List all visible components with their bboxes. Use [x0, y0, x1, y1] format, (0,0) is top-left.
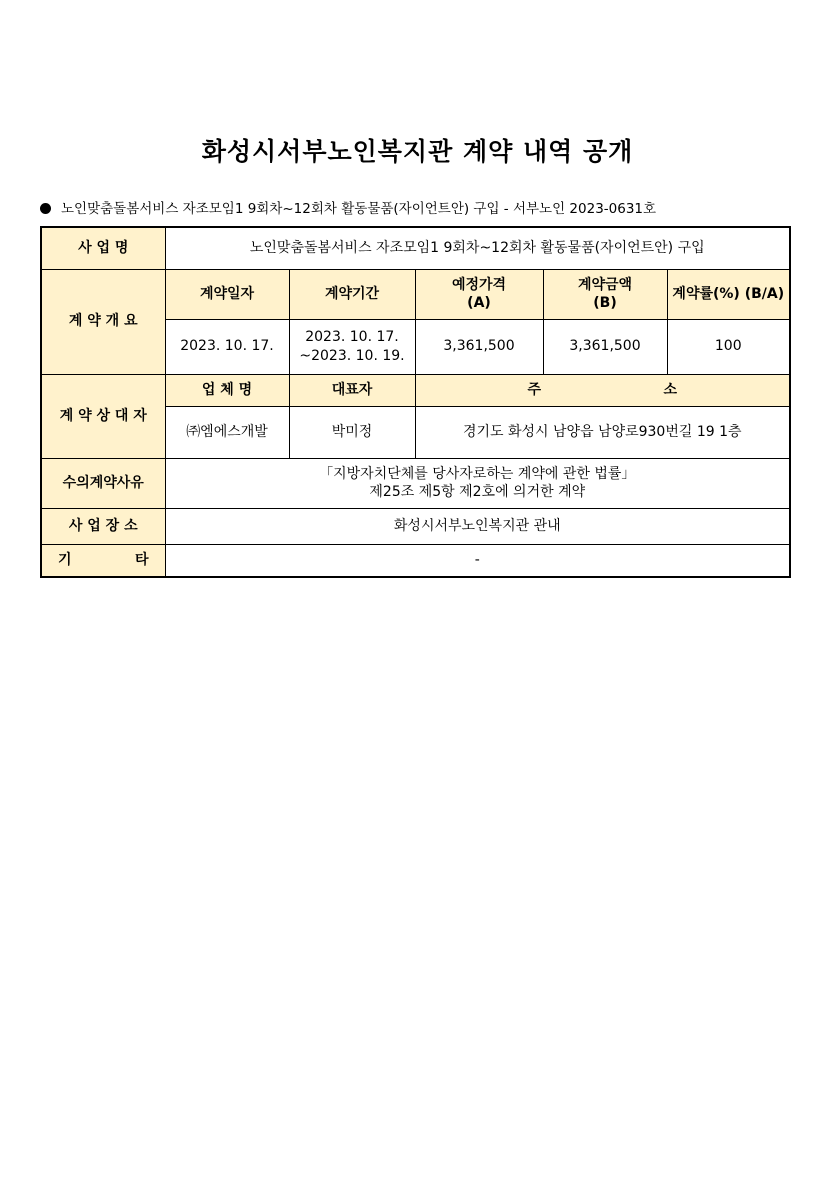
header-address-char2: 소: [663, 381, 678, 398]
label-etc: [41, 544, 165, 577]
header-address: [415, 374, 790, 406]
reason-value: [165, 458, 790, 508]
header-representative: 대표자: [289, 374, 415, 406]
address-value: 경기도 화성시 남양읍 남양로930번길 19 1층: [415, 406, 790, 458]
period-end: ~2023. 10. 19.: [299, 347, 405, 364]
subtitle-text: 노인맞춤돌봄서비스 자조모임1 9회차~12회차 활동물품(자이언트안) 구입 - 서부노인 2023-0631호: [61, 201, 657, 217]
header-amount-line1: 계약금액: [577, 276, 633, 293]
page-title: 화성시서부노인복지관 계약 내역 공개: [201, 137, 634, 166]
header-contract-rate: 계약률(%) (B/A): [667, 269, 790, 319]
label-reason: 수의계약사유: [41, 458, 165, 508]
header-contract-date: 계약일자: [165, 269, 289, 319]
label-location: 사 업 장 소: [41, 508, 165, 544]
period-start: 2023. 10. 17.: [305, 329, 399, 346]
header-amount-line2: (B): [593, 295, 617, 311]
reason-line1: 「지방자치단체를 당사자로하는 계약에 관한 법률」: [319, 465, 636, 482]
row-reason: [41, 458, 790, 508]
bullet-icon: [40, 203, 51, 214]
label-project-name: 사 업 명: [41, 227, 165, 269]
estimated-price-value: 3,361,500: [415, 319, 543, 374]
contract-amount-value: 3,361,500: [543, 319, 667, 374]
label-overview: 계 약 개 요: [41, 269, 165, 374]
row-overview-headers: [41, 269, 790, 319]
row-counterparty-headers: [41, 374, 790, 406]
contract-date-value: 2023. 10. 17.: [165, 319, 289, 374]
reason-line2: 제25조 제5항 제2호에 의거한 계약: [369, 484, 586, 500]
header-estimated-line2: (A): [467, 295, 491, 311]
location-value: 화성시서부노인복지관 관내: [165, 508, 790, 544]
label-counterparty: 계 약 상 대 자: [41, 374, 165, 458]
representative-value: 박미정: [289, 406, 415, 458]
header-estimated-price: [415, 269, 543, 319]
etc-value: -: [165, 544, 790, 577]
contract-period-value: [289, 319, 415, 374]
header-contract-amount: [543, 269, 667, 319]
contract-subtitle: [40, 197, 656, 217]
row-project-name: [41, 227, 790, 269]
contract-table: [40, 226, 791, 578]
company-value: ㈜엠에스개발: [165, 406, 289, 458]
header-company: 업 체 명: [165, 374, 289, 406]
label-etc-char1: 기: [58, 552, 72, 569]
contract-rate-value: 100: [667, 319, 790, 374]
header-estimated-line1: 예정가격: [451, 276, 507, 293]
row-location: [41, 508, 790, 544]
row-etc: [41, 544, 790, 577]
project-name-value: 노인맞춤돌봄서비스 자조모임1 9회차~12회차 활동물품(자이언트안) 구입: [165, 227, 790, 269]
header-contract-period: 계약기간: [289, 269, 415, 319]
label-etc-char2: 타: [134, 552, 149, 569]
header-address-char1: 주: [527, 381, 542, 398]
